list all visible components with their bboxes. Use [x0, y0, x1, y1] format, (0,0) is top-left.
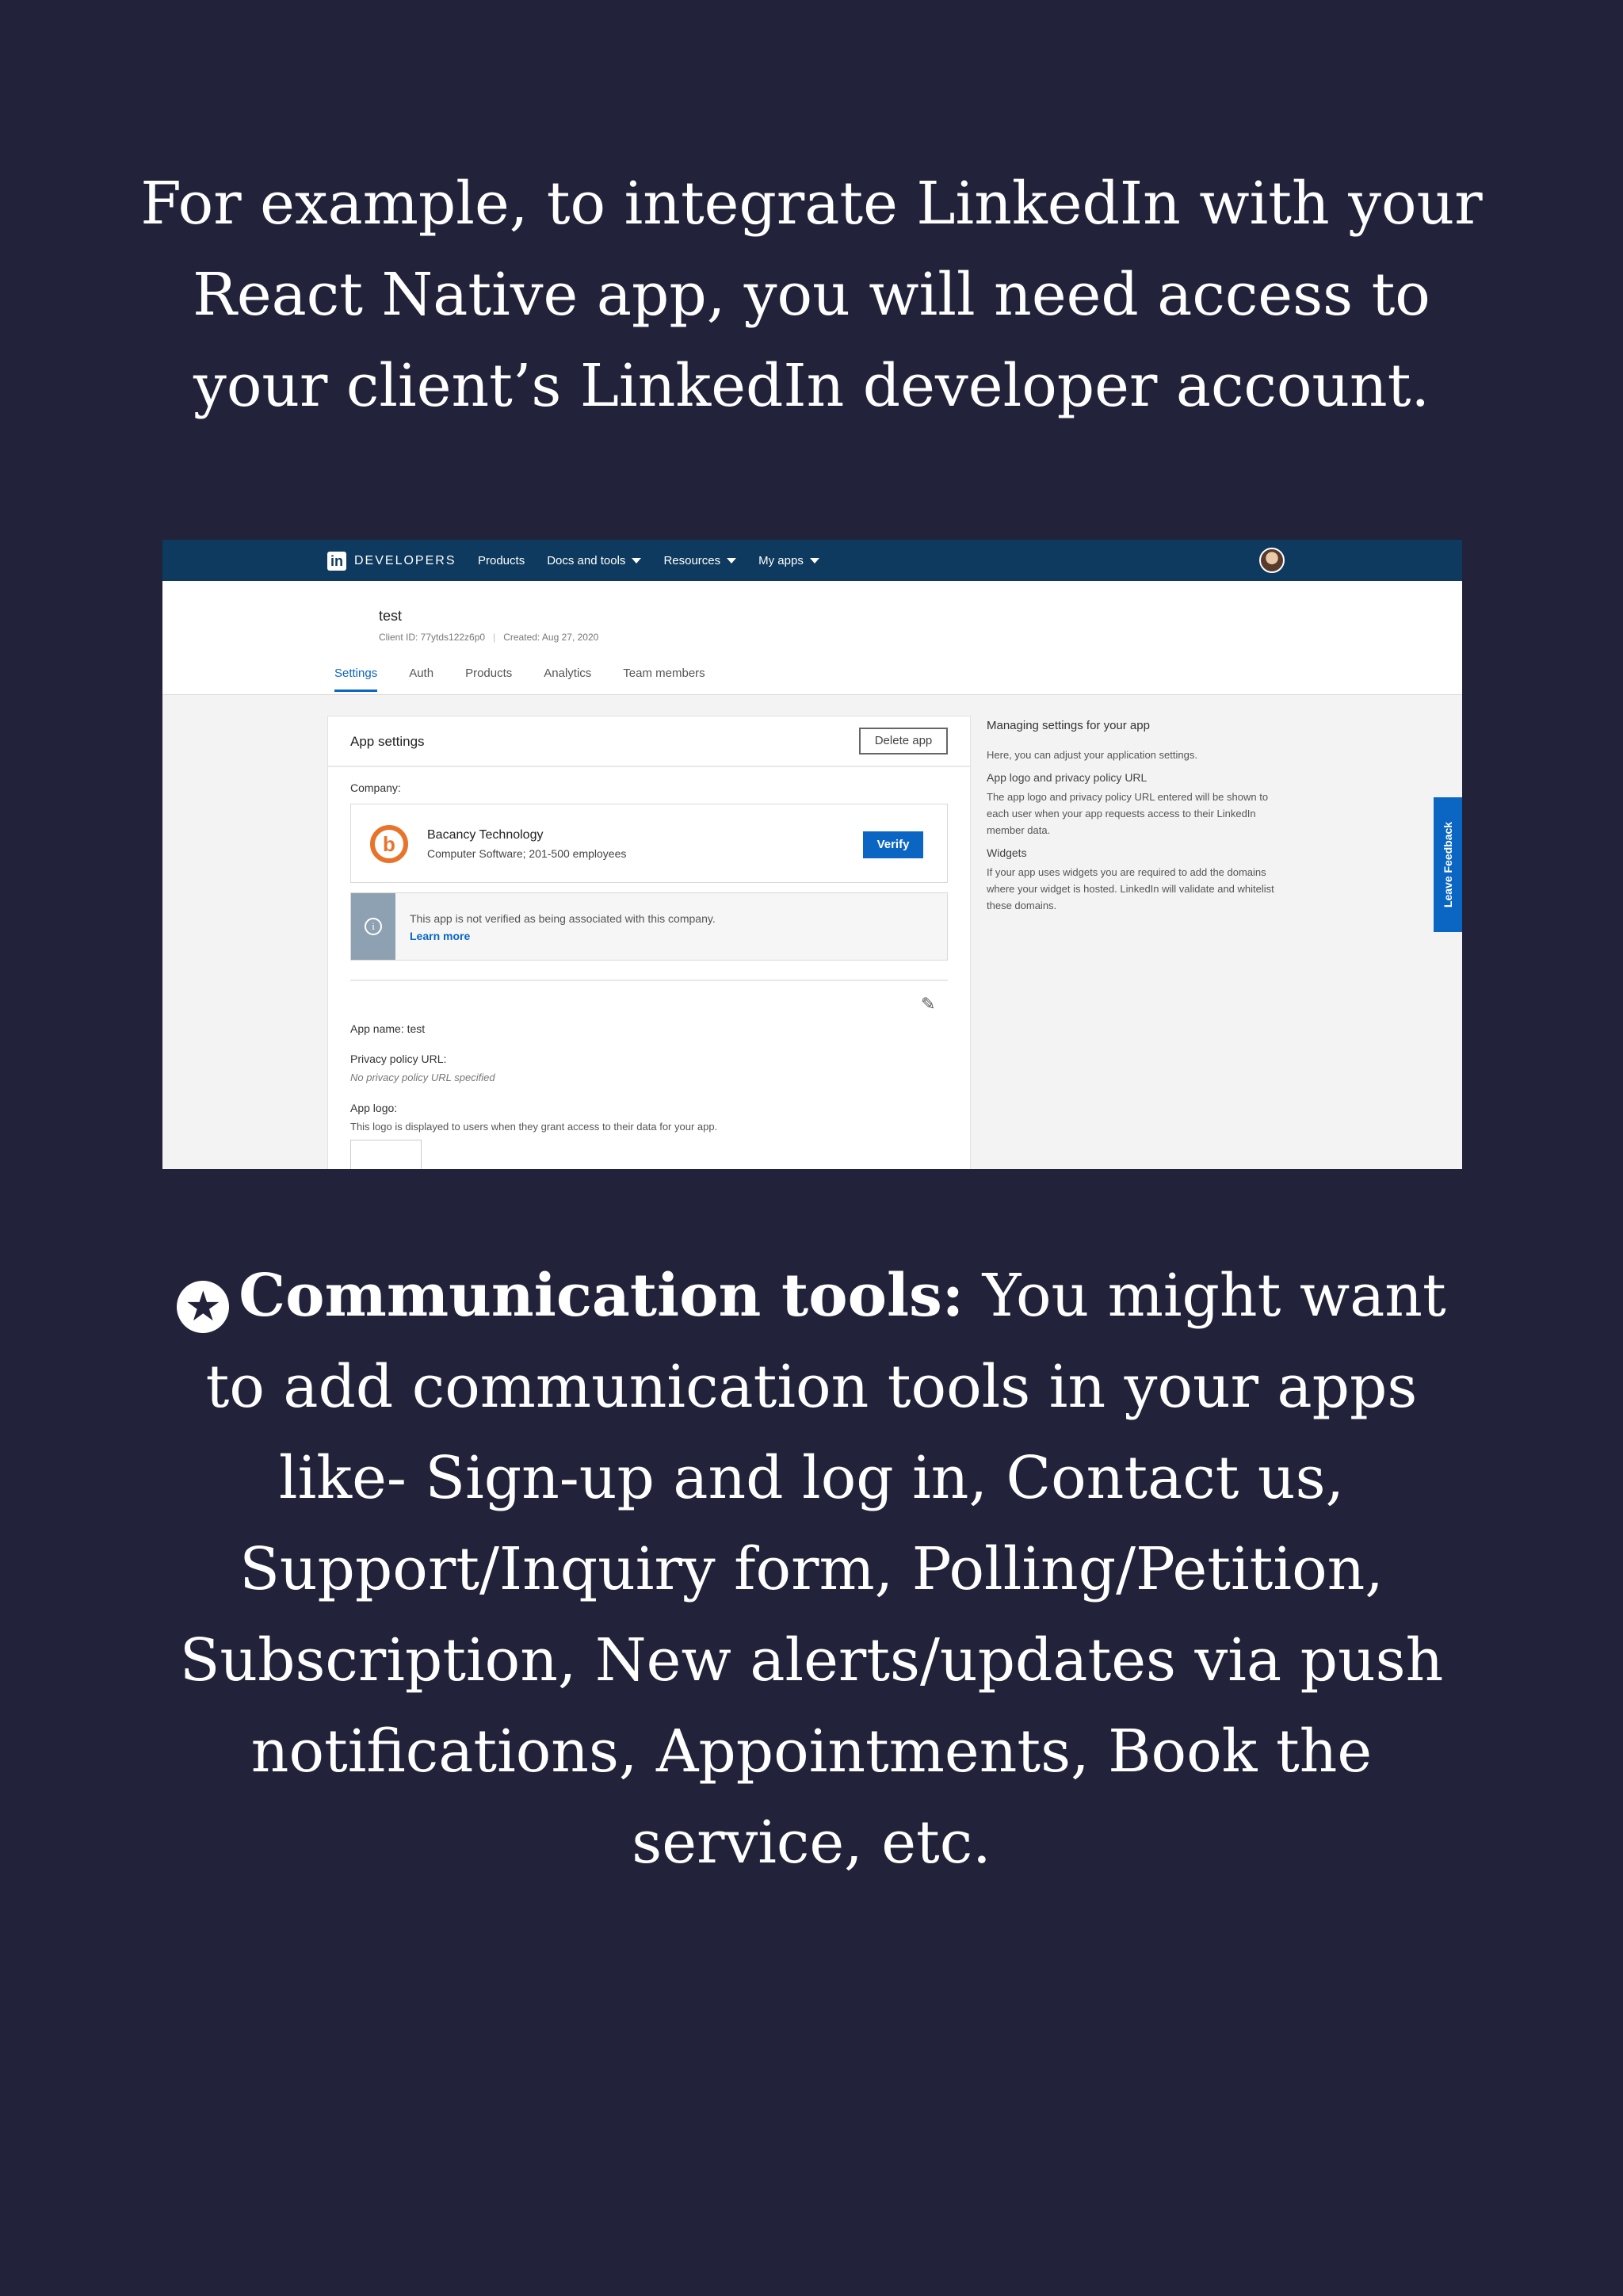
- company-description: Computer Software; 201-500 employees: [427, 847, 627, 860]
- leave-feedback-tab[interactable]: Leave Feedback: [1434, 797, 1462, 932]
- client-id: Client ID: 77ytds122z6p0: [379, 632, 486, 643]
- intro-paragraph: For example, to integrate LinkedIn with your React Native app, you will need access to your client’s LinkedIn developer account.: [140, 170, 1483, 420]
- app-logo-placeholder[interactable]: [350, 1140, 422, 1169]
- app-settings-card: [327, 716, 971, 1169]
- nav-item-resources[interactable]: Resources: [663, 554, 736, 567]
- logo-text: DEVELOPERS: [354, 554, 456, 567]
- nav-item-my-apps[interactable]: My apps: [758, 554, 819, 567]
- tab-team-members[interactable]: Team members: [623, 667, 705, 680]
- divider: [350, 980, 948, 981]
- help-subheading-logo: App logo and privacy policy URL: [987, 771, 1148, 784]
- app-meta: Client ID: 77ytds122z6p0 | Created: Aug 27, 2020: [379, 632, 599, 643]
- tab-analytics[interactable]: Analytics: [544, 667, 592, 680]
- app-header: [162, 581, 1462, 695]
- company-box: [350, 804, 948, 883]
- caret-down-icon: [727, 558, 736, 563]
- caret-down-icon: [632, 558, 641, 563]
- app-title: test: [379, 608, 403, 624]
- nav-item-products[interactable]: Products: [478, 554, 525, 567]
- verification-alert: [350, 892, 948, 961]
- linkedin-icon: in: [327, 552, 346, 571]
- caret-down-icon: [810, 558, 819, 563]
- communication-tools-paragraph: [166, 1251, 1457, 1889]
- card-header: [328, 716, 972, 767]
- company-name: Bacancy Technology: [427, 828, 544, 842]
- app-logo-description: This logo is displayed to users when they grant access to their data for your app.: [350, 1121, 718, 1133]
- help-panel: [987, 719, 1288, 922]
- edit-pencil-icon[interactable]: ✎: [921, 994, 936, 1014]
- app-tabs: [334, 667, 737, 692]
- avatar[interactable]: [1259, 548, 1285, 573]
- app-name: App name: test: [350, 1022, 426, 1035]
- nav-item-docs-and-tools[interactable]: Docs and tools: [547, 554, 641, 567]
- tab-settings[interactable]: Settings: [334, 667, 377, 692]
- help-paragraph-logo: The app logo and privacy policy URL entered will be shown to each user when your app requests access to their LinkedIn member data.: [987, 791, 1269, 836]
- company-label: Company:: [350, 781, 401, 794]
- info-icon: i: [365, 918, 382, 935]
- alert-message: This app is not verified as being associated with this company.: [410, 912, 716, 925]
- top-nav: [162, 540, 1462, 581]
- created-date: Created: Aug 27, 2020: [503, 632, 599, 643]
- app-logo-label: App logo:: [350, 1102, 398, 1114]
- privacy-policy-value: No privacy policy URL specified: [350, 1072, 495, 1083]
- help-intro: Here, you can adjust your application settings.: [987, 749, 1197, 761]
- developers-logo[interactable]: [327, 552, 456, 571]
- verify-button[interactable]: Verify: [863, 831, 923, 858]
- help-paragraph-widgets: If your app uses widgets you are required to add the domains where your widget is hosted. LinkedIn will validate and whitelist these domains.: [987, 866, 1274, 911]
- tab-products[interactable]: Products: [465, 667, 513, 680]
- card-heading: App settings: [350, 734, 425, 749]
- help-heading: Managing settings for your app: [987, 719, 1150, 732]
- nav-menu: [478, 554, 819, 567]
- bullet-text: You might want to add communication tools in your apps like- Sign-up and log in, Contact us, Support/Inquiry form, Polling/Petition, Subscription, New alerts/updates via push notifications, Appointments, Book the service, etc.: [179, 1262, 1446, 1877]
- bullet-heading: Communication tools:: [239, 1262, 964, 1330]
- linkedin-developer-screenshot: [162, 540, 1462, 1169]
- privacy-policy-label: Privacy policy URL:: [350, 1052, 447, 1065]
- star-bullet-icon: ★: [177, 1281, 229, 1333]
- learn-more-link[interactable]: Learn more: [410, 930, 471, 942]
- bacancy-logo-icon: b: [370, 825, 408, 863]
- help-subheading-widgets: Widgets: [987, 846, 1027, 859]
- tab-auth[interactable]: Auth: [409, 667, 434, 680]
- delete-app-button[interactable]: Delete app: [859, 728, 948, 755]
